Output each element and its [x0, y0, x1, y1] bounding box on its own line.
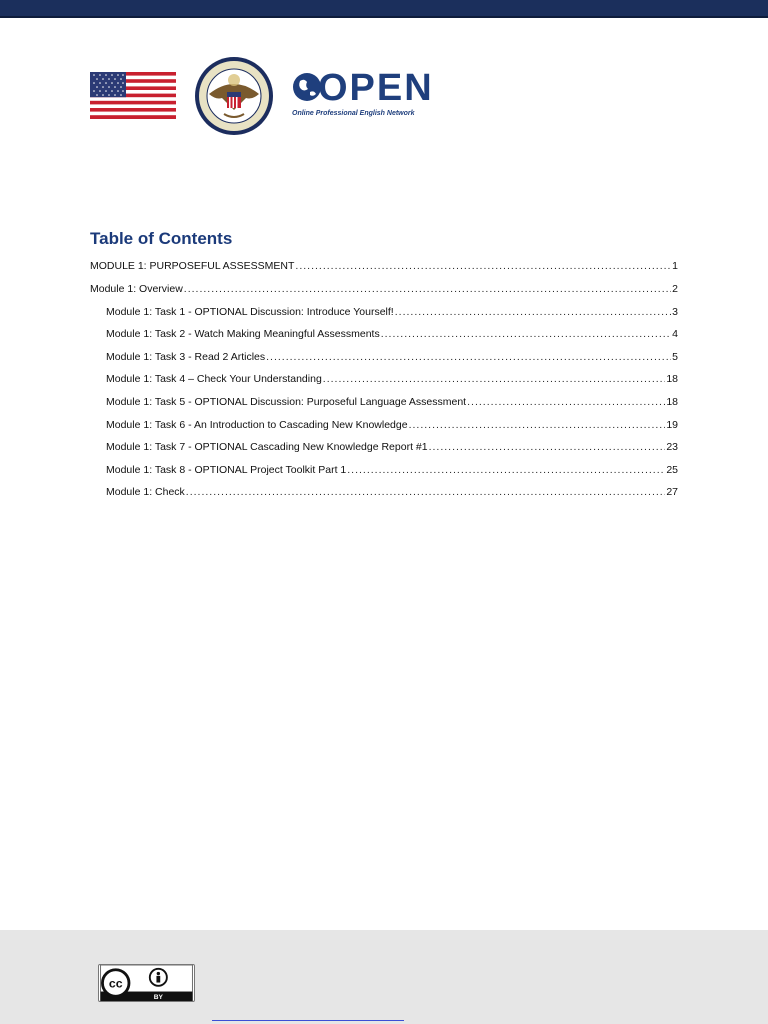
toc-entry-label: Module 1: Task 6 - An Introduction to Cascading New Knowledge [106, 418, 408, 431]
open-logo [292, 68, 432, 124]
toc-title: Table of Contents [90, 229, 233, 248]
toc-entry-label: Module 1: Task 1 - OPTIONAL Discussion: Introduce Yourself! [106, 305, 394, 318]
toc-entry-page: 27 [666, 486, 678, 499]
toc-entry[interactable] [90, 259, 678, 273]
toc-entry-label: MODULE 1: PURPOSEFUL ASSESSMENT [90, 260, 295, 272]
toc-entry-page: 3 [672, 305, 678, 318]
toc-entry[interactable] [90, 282, 678, 296]
toc-entry-page: 1 [672, 260, 678, 272]
us-flag-icon [90, 72, 176, 119]
svg-text:cc: cc [108, 976, 123, 991]
logo-row [90, 54, 450, 138]
toc-entry-label: Module 1: Task 2 - Watch Making Meaningful Assessments [106, 328, 380, 341]
toc-entry[interactable] [106, 463, 678, 477]
toc-entry-page: 19 [666, 418, 678, 431]
toc-entry-label: Module 1: Check [106, 486, 185, 499]
toc-entry-page: 5 [672, 350, 678, 363]
toc-entry[interactable] [106, 440, 678, 454]
toc-entry-label: Module 1: Task 4 – Check Your Understanding [106, 373, 322, 386]
toc-entry-label: Module 1: Overview [90, 283, 183, 295]
toc-entry-page: 4 [672, 328, 678, 341]
license-text: BY [153, 994, 163, 1002]
open-tagline: Online Professional English Network [292, 110, 415, 117]
toc-entry[interactable] [106, 485, 678, 499]
toc-entry-page: 18 [666, 395, 678, 408]
toc-entry-page: 23 [666, 441, 678, 454]
toc-entry-label: Module 1: Task 3 - Read 2 Articles [106, 350, 266, 363]
table-of-contents [90, 228, 678, 499]
toc-entry-label: Module 1: Task 7 - OPTIONAL Cascading New Knowledge Report #1 [106, 441, 428, 454]
toc-entry[interactable] [106, 350, 678, 364]
toc-entry-page: 18 [666, 373, 678, 386]
toc-entry-page: 25 [666, 463, 678, 476]
toc-entry[interactable] [106, 418, 678, 432]
toc-entry-page: 2 [672, 283, 678, 295]
toc-entry[interactable] [106, 395, 678, 409]
toc-entry[interactable] [106, 327, 678, 341]
top-header-bar [0, 0, 768, 18]
license-link[interactable] [212, 1020, 404, 1021]
department-of-state-seal-icon [194, 54, 274, 138]
toc-entry-label: Module 1: Task 8 - OPTIONAL Project Toolkit Part 1 [106, 463, 347, 476]
toc-entry[interactable] [106, 305, 678, 319]
open-wordmark: OPEN [318, 67, 434, 109]
cc-by-license-icon[interactable] [98, 964, 195, 1002]
toc-entry-label: Module 1: Task 5 - OPTIONAL Discussion: Purposeful Language Assessment [106, 395, 467, 408]
page-footer [0, 930, 768, 1024]
toc-entry[interactable] [106, 372, 678, 386]
